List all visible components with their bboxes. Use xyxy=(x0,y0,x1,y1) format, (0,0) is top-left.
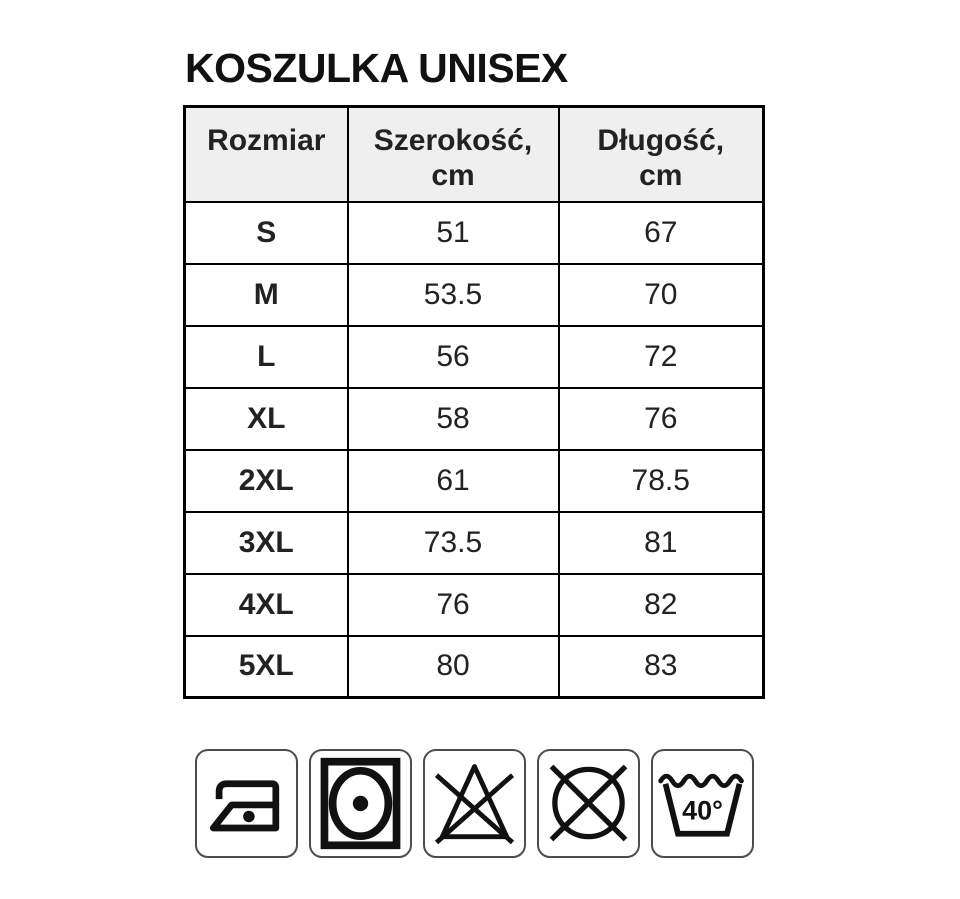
column-header-width: Szerokość, cm xyxy=(348,107,559,202)
width-cell: 51 xyxy=(348,202,559,264)
size-table xyxy=(183,105,765,699)
page-title: KOSZULKA UNISEX xyxy=(185,45,568,91)
do-not-bleach-icon xyxy=(425,751,524,856)
do-not-dry-clean-icon xyxy=(539,751,638,856)
wash-temp-label: 40° xyxy=(682,795,723,826)
table-row xyxy=(185,326,764,388)
width-cell: 53.5 xyxy=(348,264,559,326)
column-header-size xyxy=(185,107,348,202)
column-header-size-label: Rozmiar xyxy=(207,124,326,157)
table-row xyxy=(185,264,764,326)
care-symbols-row xyxy=(195,749,754,858)
table-row xyxy=(185,512,764,574)
length-cell: 78.5 xyxy=(559,450,764,512)
care-symbol-do-not-dry-clean xyxy=(537,749,640,858)
length-cell: 70 xyxy=(559,264,764,326)
length-cell: 81 xyxy=(559,512,764,574)
size-cell: M xyxy=(185,264,348,326)
length-cell: 72 xyxy=(559,326,764,388)
width-cell: 58 xyxy=(348,388,559,450)
length-cell: 82 xyxy=(559,574,764,636)
table-row xyxy=(185,636,764,698)
tumble-dry-one-dot-icon xyxy=(311,751,410,856)
size-cell: 2XL xyxy=(185,450,348,512)
size-cell: 5XL xyxy=(185,636,348,698)
care-symbol-iron xyxy=(195,749,298,858)
length-cell: 76 xyxy=(559,388,764,450)
size-cell: S xyxy=(185,202,348,264)
width-cell: 73.5 xyxy=(348,512,559,574)
size-cell: 4XL xyxy=(185,574,348,636)
care-symbol-wash-40 xyxy=(651,749,754,858)
column-header-length: Długość, cm xyxy=(559,107,764,202)
width-cell: 61 xyxy=(348,450,559,512)
table-row xyxy=(185,450,764,512)
table-row xyxy=(185,388,764,450)
table-header-row xyxy=(185,107,764,202)
length-cell: 83 xyxy=(559,636,764,698)
iron-one-dot-icon xyxy=(197,751,296,856)
width-cell: 76 xyxy=(348,574,559,636)
length-cell: 67 xyxy=(559,202,764,264)
table-row xyxy=(185,574,764,636)
care-symbol-do-not-bleach xyxy=(423,749,526,858)
size-cell: XL xyxy=(185,388,348,450)
care-symbol-tumble-dry xyxy=(309,749,412,858)
width-cell: 56 xyxy=(348,326,559,388)
width-cell: 80 xyxy=(348,636,559,698)
column-header-width-label: Szerokość, xyxy=(373,124,533,157)
size-cell: L xyxy=(185,326,348,388)
column-header-length-label: Długość, xyxy=(597,124,725,157)
size-cell: 3XL xyxy=(185,512,348,574)
table-row xyxy=(185,202,764,264)
wash-40-icon xyxy=(653,751,752,856)
